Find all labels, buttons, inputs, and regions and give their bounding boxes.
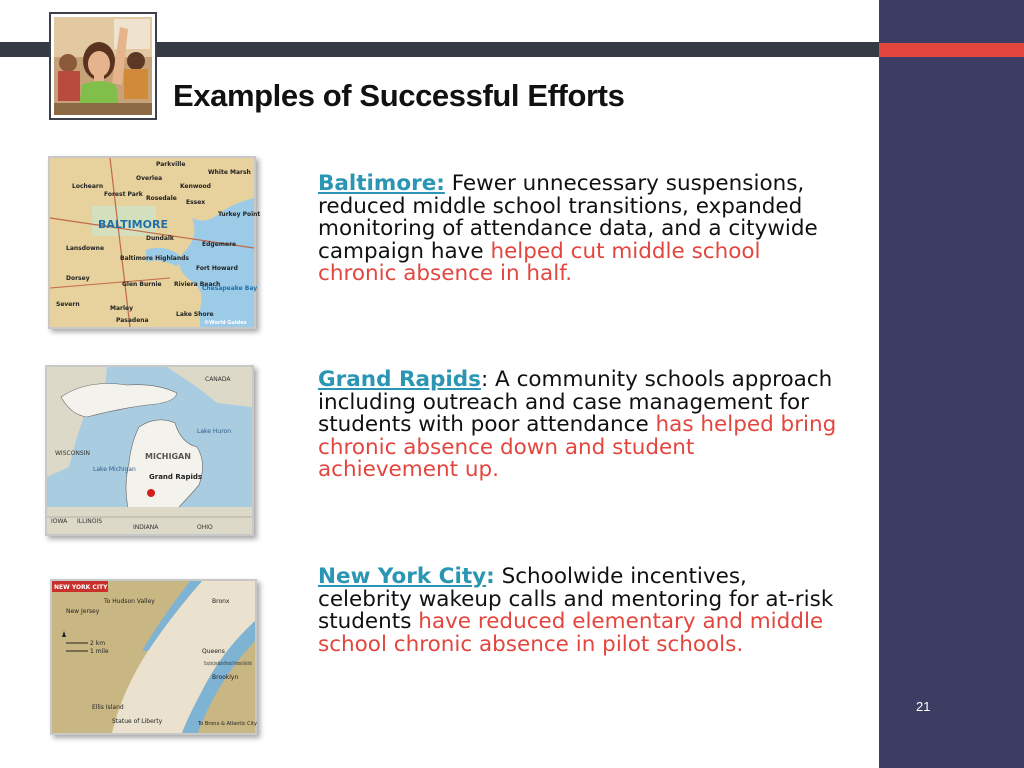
map-label: NEW YORK CITY [54,584,108,591]
map-label: Essex [186,199,206,206]
map-label: Riviera Beach [174,281,221,288]
page-number: 21 [916,699,931,714]
entry-text: A community schools approach including outreach and case management for students with poor attendance [318,367,833,437]
map-label: Glen Burnie [122,281,162,288]
michigan-map [45,365,254,536]
entry-highlight: has helped bring chronic absence down and student achievement up. [318,412,837,482]
baltimore-map [48,156,261,329]
side-panel [879,0,1024,768]
map-label: ILLINOIS [77,518,103,525]
map-label: CANADA [205,376,231,383]
map-label: To Hudson Valley [104,598,155,605]
map-label: To Long Island, Jones Beach and Fire Island, The Hamptons & Wine District [203,661,253,667]
map-label: Overlea [136,175,163,182]
map-label: OHIO [197,524,213,531]
map-label: Dorsey [66,275,90,282]
map-label: Ellis Island [92,704,124,711]
map-label: INDIANA [133,524,159,531]
map-label: IOWA [51,518,68,525]
entry-text: Fewer unnecessary suspensions, reduced middle school transitions, expanded monitoring of attendance data, and a citywide campaign have [318,171,818,264]
map-label: BALTIMORE [98,218,168,231]
entry-highlight: have reduced elementary and middle school chronic absence in pilot schools. [318,609,824,657]
map-label: Baltimore Highlands [120,255,189,262]
grand-rapids-entry [318,369,838,482]
map-label: Kenwood [180,183,211,190]
entry-separator: : [486,564,495,589]
map-label: Lansdowne [66,245,105,252]
map-label: Dundalk [146,235,174,242]
map-label: To Bronx & Atlantic City [198,721,257,727]
entry-highlight: helped cut middle school chronic absence in half. [318,238,761,286]
map-label: WISCONSIN [55,450,90,457]
map-label: 1 mile [90,648,109,655]
map-label: Bronx [212,598,230,605]
entry-separator: : [480,367,489,392]
map-label: Pasadena [116,317,149,324]
classroom-photo [51,14,155,118]
entry-text: Schoolwide incentives, celebrity wakeup calls and mentoring for at-risk students [318,564,834,634]
nyc-map [50,579,257,735]
map-label: ©World Guides [204,320,247,326]
map-label: White Marsh [208,169,251,176]
map-label: Edgemere [202,241,237,248]
map-label: Lake Huron [197,428,232,435]
map-label: Lochearn [72,183,104,190]
map-label: Queens [202,648,225,655]
map-label: Lake Shore [176,311,214,318]
map-label: Rosedale [146,195,177,202]
map-label: Statue of Liberty [112,718,163,725]
baltimore-link[interactable]: Baltimore: [318,171,445,196]
baltimore-entry [318,173,838,286]
map-label: Grand Rapids [149,473,203,481]
map-label: Fort Howard [196,265,238,272]
map-label: 2 km [90,640,106,647]
map-label: Turkey Point [218,211,261,218]
new-york-city-link[interactable]: New York City [318,564,487,589]
map-label: Lake Michigan [93,466,136,473]
map-label: Forest Park [104,191,143,198]
map-label: MICHIGAN [145,452,191,461]
new-york-city-entry [318,566,838,656]
map-label: Brooklyn [212,674,239,681]
slide-title: Examples of Successful Efforts [173,78,625,113]
map-label: Parkville [156,161,186,168]
map-label: Marley [110,305,134,312]
grand-rapids-link[interactable]: Grand Rapids [318,367,481,392]
map-label: Severn [56,301,80,308]
map-label: New Jersey [66,608,100,615]
accent-bar [879,43,1024,57]
map-label: Chesapeake Bay [202,285,258,292]
